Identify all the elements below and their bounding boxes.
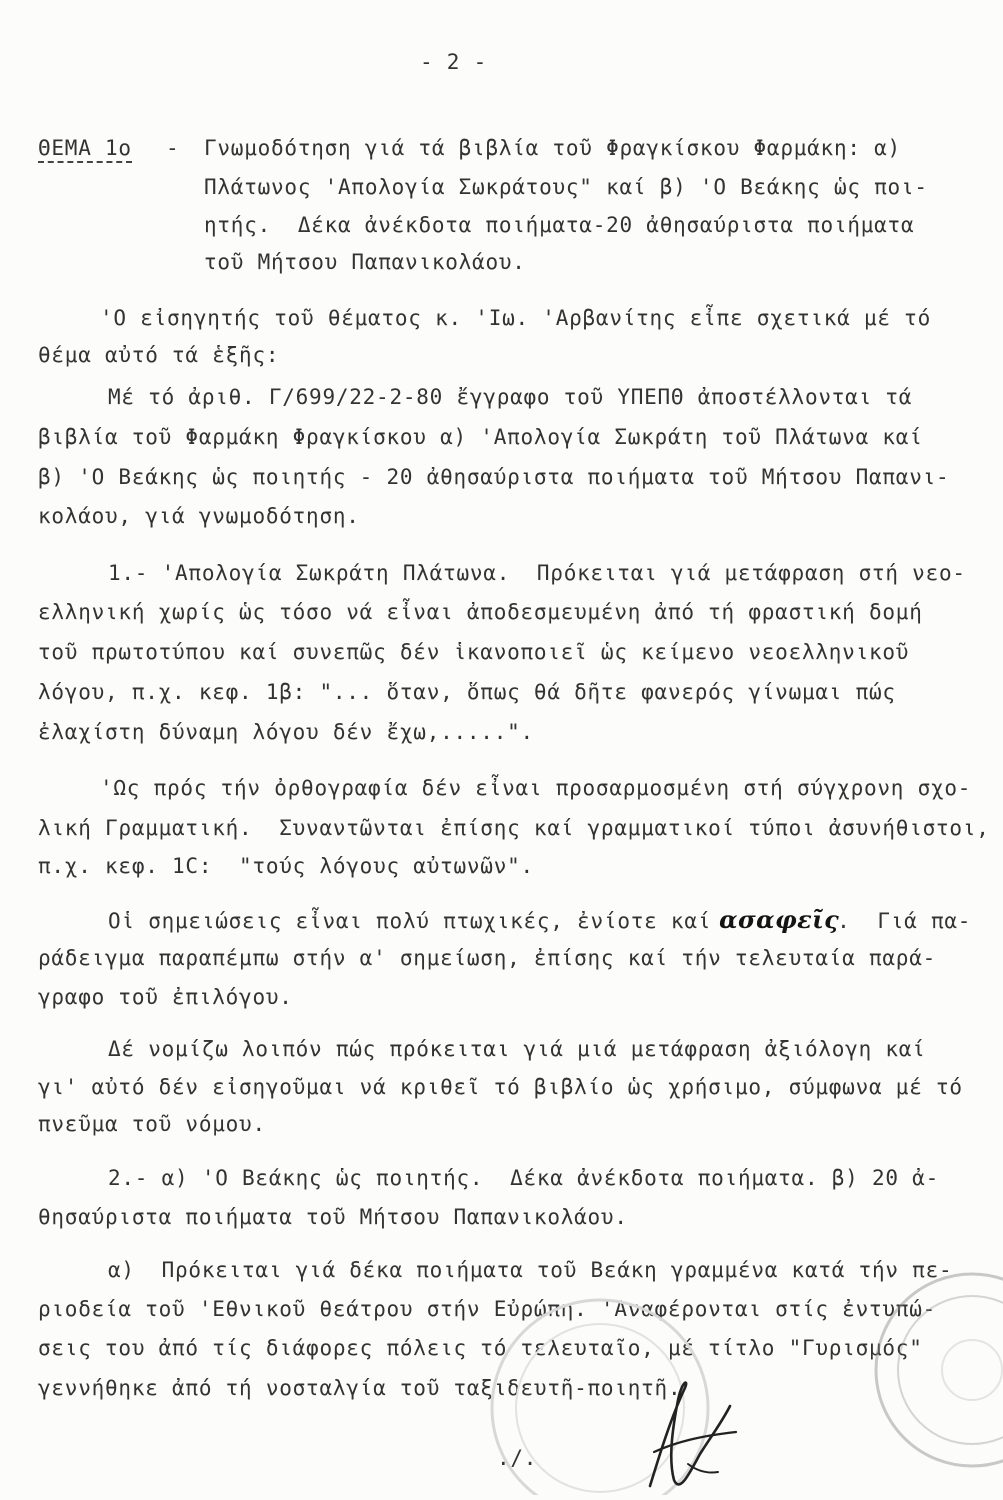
topic-dash: - bbox=[166, 136, 180, 160]
text-line: 'Ως πρός τήν ὀρθογραφία δέν εἶναι προσαρμοσμένη στή σύγχρονη σχο- bbox=[100, 776, 972, 800]
text-line: τοῦ πρωτοτύπου καί συνεπῶς δέν ἱκανοποιεῖ ὡς κείμενο νεοελληνικοῦ bbox=[38, 640, 910, 664]
text-line: θέμα αὐτό τά ἑξῆς: bbox=[38, 343, 280, 367]
text-line: α) Πρόκειται γιά δέκα ποιήματα τοῦ Βεάκη γραμμένα κατά τήν πε- bbox=[108, 1258, 953, 1282]
text-line: 1.- 'Απολογία Σωκράτη Πλάτωνα. Πρόκειται γιά μετάφραση στή νεο- bbox=[108, 561, 966, 585]
text-line: λόγου, π.χ. κεφ. 1β: "... ὅταν, ὅπως θά δῆτε φανερός γίνωμαι πώς bbox=[38, 680, 896, 704]
text-line: Δέ νομίζω λοιπόν πώς πρόκειται γιά μιά μετάφραση ἀξιόλογη καί bbox=[108, 1037, 926, 1061]
text-segment: . Γιά πα- bbox=[837, 909, 972, 933]
text-line: κολάου, γιά γνωμοδότηση. bbox=[38, 504, 360, 528]
page-number: - 2 - bbox=[420, 50, 488, 74]
handwritten-correction: ασαφεῖς bbox=[719, 905, 840, 934]
text-line: π.χ. κεφ. 1C: "τούς λόγους αὐτωνῶν". bbox=[38, 854, 534, 878]
text-line: ράδειγμα παραπέμπω στήν α' σημείωση, ἐπίσης καί τήν τελευταία παρά- bbox=[38, 946, 937, 970]
topic-label-text: ΘΕΜΑ 1ο bbox=[38, 136, 132, 163]
topic-label bbox=[38, 133, 132, 163]
topic-line: Γνωμοδότηση γιά τά βιβλία τοῦ Φραγκίσκου Φαρμάκη: α) bbox=[204, 136, 901, 160]
text-line: 'Ο εἰσηγητής τοῦ θέματος κ. 'Ιω. 'Αρβανίτης εἶπε σχετικά μέ τό bbox=[100, 306, 931, 330]
text-line: γεννήθηκε ἀπό τή νοσταλγία τοῦ ταξιδευτῆ-ποιητῆ. bbox=[38, 1376, 682, 1400]
text-line: σεις του ἀπό τίς διάφορες πόλεις τό τελευταῖο, μέ τίτλο "Γυρισμός" bbox=[38, 1336, 923, 1360]
text-segment: Οἱ σημειώσεις εἶναι πολύ πτωχικές, ἐνίοτε καί bbox=[108, 909, 712, 933]
text-line bbox=[108, 905, 971, 936]
text-line: θησαύριστα ποιήματα τοῦ Μήτσου Παπανικολάου. bbox=[38, 1205, 628, 1229]
text-line: γι' αὐτό δέν εἰσηγοῦμαι νά κριθεῖ τό βιβλίο ὡς χρήσιμο, σύμφωνα μέ τό bbox=[38, 1075, 963, 1099]
text-line: πνεῦμα τοῦ νόμου. bbox=[38, 1112, 266, 1136]
topic-line: Πλάτωνος 'Απολογία Σωκράτους" καί β) 'Ο Βεάκης ὡς ποι- bbox=[204, 175, 928, 199]
text-line: λική Γραμματική. Συναντῶνται ἐπίσης καί γραμματικοί τύποι ἀσυνήθιστοι, bbox=[38, 816, 990, 840]
text-line: β) 'Ο Βεάκης ὡς ποιητής - 20 ἀθησαύριστα ποιήματα τοῦ Μήτσου Παπανι- bbox=[38, 465, 950, 489]
text-line: Μέ τό ἀριθ. Γ/699/22-2-80 ἔγγραφο τοῦ ΥΠΕΠΘ ἀποστέλλονται τά bbox=[108, 385, 913, 409]
end-mark: ./. bbox=[497, 1446, 538, 1470]
topic-line: τοῦ Μήτσου Παπανικολάου. bbox=[204, 250, 526, 274]
text-line: ελληνική χωρίς ὡς τόσο νά εἶναι ἀποδεσμευμένη ἀπό τή φραστική δομή bbox=[38, 600, 923, 624]
text-line: ριοδεία τοῦ 'Εθνικοῦ θεάτρου στήν Εὐρώπη. 'Αναφέρονται στίς ἐντυπώ- bbox=[38, 1297, 937, 1321]
text-line: βιβλία τοῦ Φαρμάκη Φραγκίσκου α) 'Απολογία Σωκράτη τοῦ Πλάτωνα καί bbox=[38, 425, 923, 449]
text-line: 2.- α) 'Ο Βεάκης ὡς ποιητής. Δέκα ἀνέκδοτα ποιήματα. β) 20 ἀ- bbox=[108, 1166, 939, 1190]
official-stamp bbox=[850, 1262, 1003, 1477]
signature bbox=[628, 1368, 748, 1498]
text-line: ἐλαχίστη δύναμη λόγου δέν ἔχω,.....". bbox=[38, 720, 534, 744]
text-line: γραφο τοῦ ἐπιλόγου. bbox=[38, 985, 293, 1009]
topic-line: ητής. Δέκα ἀνέκδοτα ποιήματα-20 ἀθησαύριστα ποιήματα bbox=[204, 213, 915, 237]
